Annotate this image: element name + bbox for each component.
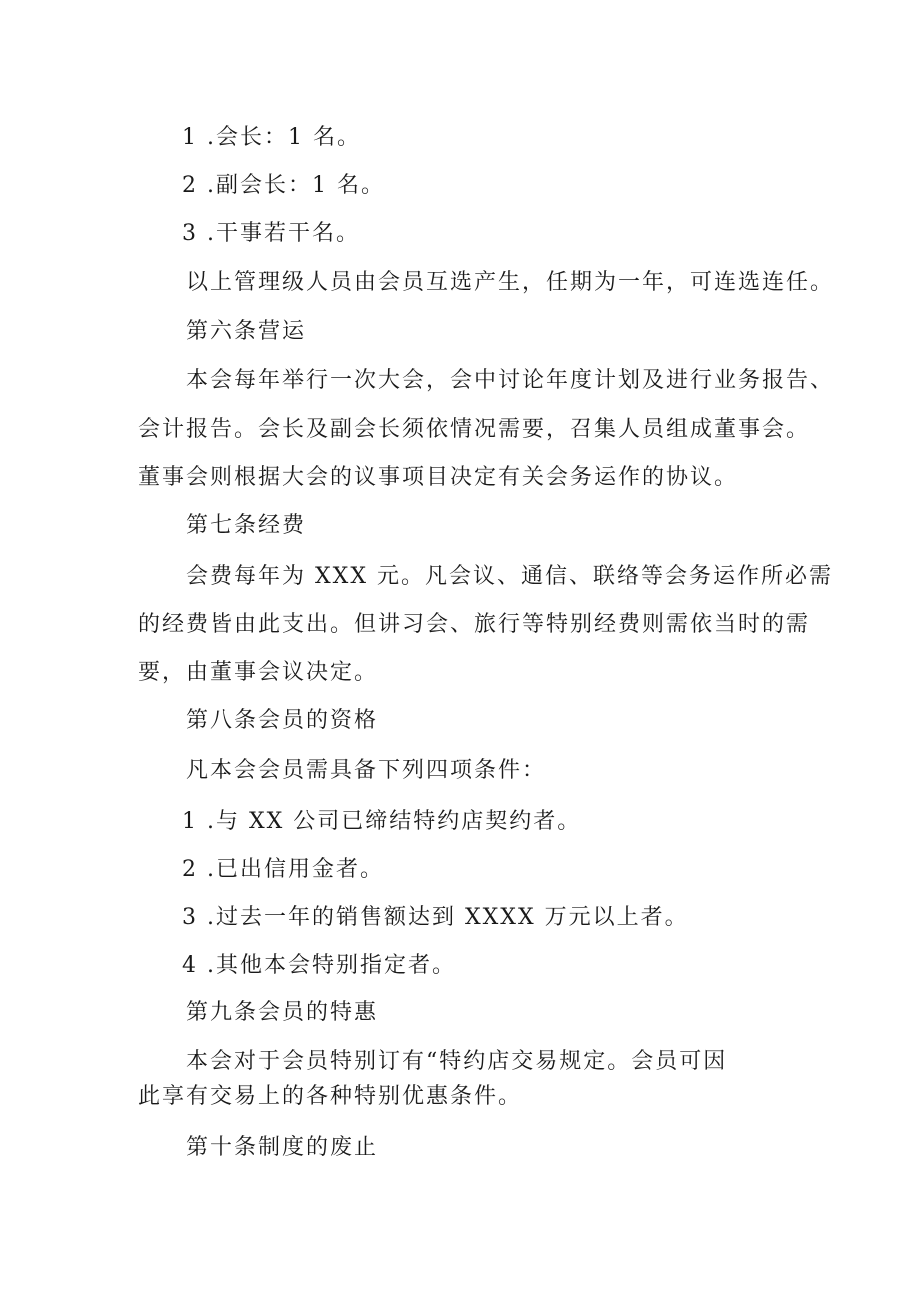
paragraph-expenses-line-3: 要，由董事会议决定。 xyxy=(138,660,379,685)
paragraph-benefits-line-2: 此享有交易上的各种特别优惠条件。 xyxy=(138,1084,523,1109)
heading-article-9: 第九条会员的特惠 xyxy=(186,1000,379,1025)
heading-article-8: 第八条会员的资格 xyxy=(186,708,379,733)
heading-article-6: 第六条营运 xyxy=(186,319,307,344)
heading-article-10: 第十条制度的废止 xyxy=(186,1135,379,1160)
item-qualification-1: 1 .与 XX 公司已缔结特约店契约者。 xyxy=(182,809,582,834)
paragraph-qualification-intro: 凡本会会员需具备下列四项条件： xyxy=(186,758,547,783)
heading-article-7: 第七条经费 xyxy=(186,513,307,538)
item-qualification-3: 3 .过去一年的销售额达到 XXXX 万元以上者。 xyxy=(182,905,689,930)
paragraph-operation-line-2: 会计报告。会长及副会长须依情况需要，召集人员组成董事会。 xyxy=(138,417,811,442)
item-vice-president: 2 .副会长：1 名。 xyxy=(182,173,385,198)
item-officers: 3 .干事若干名。 xyxy=(182,221,360,246)
paragraph-expenses-line-2: 的经费皆由此支出。但讲习会、旅行等特别经费则需依当时的需 xyxy=(138,612,811,637)
item-president: 1 .会长：1 名。 xyxy=(182,125,361,150)
paragraph-operation-line-1: 本会每年举行一次大会，会中讨论年度计划及进行业务报告、 xyxy=(186,368,835,393)
item-qualification-2: 2 .已出信用金者。 xyxy=(182,857,384,882)
paragraph-expenses-line-1: 会费每年为 XXX 元。凡会议、通信、联络等会务运作所必需 xyxy=(186,564,833,589)
paragraph-election: 以上管理级人员由会员互选产生，任期为一年，可连选连任。 xyxy=(186,270,835,295)
paragraph-operation-line-3: 董事会则根据大会的议事项目决定有关会务运作的协议。 xyxy=(138,465,739,490)
paragraph-benefits-line-1: 本会对于会员特别订有“特约店交易规定。会员可因 xyxy=(186,1049,728,1074)
item-qualification-4: 4 .其他本会特别指定者。 xyxy=(182,953,456,978)
